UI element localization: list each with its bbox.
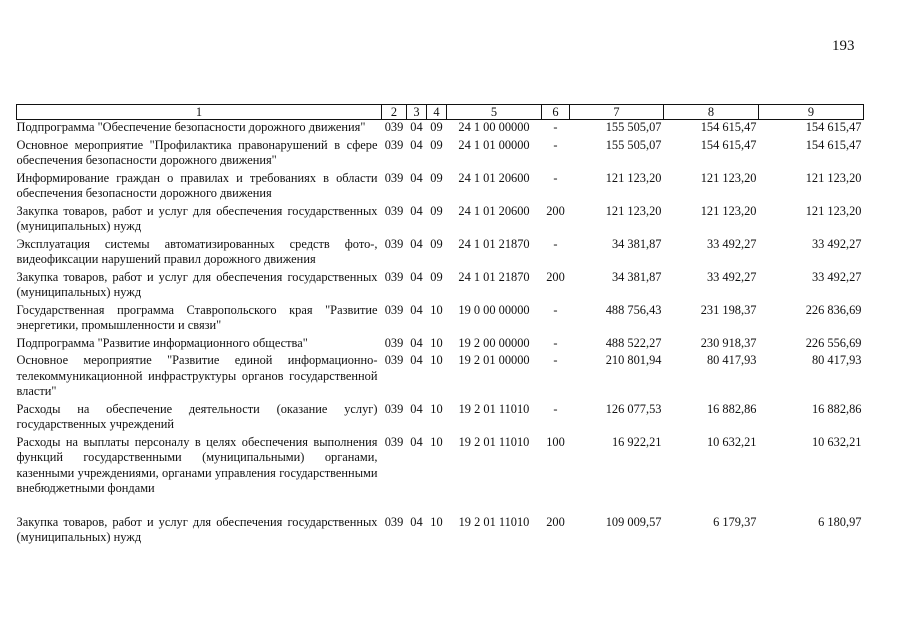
ministry-code: 039 (384, 269, 404, 284)
target-article-code: 19 2 01 11010 (458, 514, 530, 529)
expense-type-code: - (553, 335, 558, 350)
section-code: 04 (410, 335, 423, 350)
subsection-code: 09 (430, 170, 443, 185)
amount-year-3: 6 180,97 (818, 514, 862, 529)
amount-year-2: 33 492,27 (706, 236, 757, 251)
table-row (17, 171, 864, 204)
table-row (17, 402, 864, 435)
amount-year-3: 121 123,20 (805, 203, 862, 218)
section-code: 04 (410, 514, 423, 529)
ministry-code: 039 (384, 514, 404, 529)
table-row (17, 353, 864, 402)
amount-year-3: 154 615,47 (805, 120, 862, 134)
amount-year-3: 33 492,27 (811, 236, 862, 251)
row-description: Эксплуатация системы автоматизированных средств фото-, видеофиксации нарушений правил дорожного движения (16, 236, 378, 266)
target-article-code: 19 2 01 11010 (458, 401, 530, 416)
section-code: 04 (410, 401, 423, 416)
amount-year-2: 6 179,37 (713, 514, 757, 529)
target-article-code: 24 1 01 00000 (458, 137, 530, 152)
amount-year-1: 488 522,27 (605, 335, 662, 350)
ministry-code: 039 (384, 137, 404, 152)
ministry-code: 039 (384, 353, 404, 367)
amount-year-3: 121 123,20 (805, 170, 862, 185)
ministry-code: 039 (384, 236, 404, 251)
amount-year-3: 226 556,69 (805, 335, 862, 350)
row-description: Информирование граждан о правилах и требованиях в области обеспечения безопасности дорожного движения (16, 170, 378, 200)
row-description: Закупка товаров, работ и услуг для обеспечения государственных (муниципальных) нужд (16, 203, 378, 233)
header-col-2: 2 (382, 105, 407, 120)
amount-year-1: 34 381,87 (611, 269, 662, 284)
subsection-code: 10 (430, 302, 443, 317)
table-row (17, 237, 864, 270)
amount-year-2: 154 615,47 (700, 137, 757, 152)
subsection-code: 09 (430, 236, 443, 251)
amount-year-2: 121 123,20 (700, 203, 757, 218)
table-row (17, 204, 864, 237)
table-row (17, 270, 864, 303)
row-description: Расходы на выплаты персоналу в целях обеспечения выполнения функций государственными (муниципальными) органами, казенными учреждениями, органами управления государственными внебюджетными фондами (16, 434, 378, 495)
subsection-code: 10 (430, 514, 443, 529)
amount-year-2: 231 198,37 (700, 302, 757, 317)
ministry-code: 039 (384, 335, 404, 350)
target-article-code: 24 1 01 21870 (458, 236, 530, 251)
section-code: 04 (410, 434, 423, 449)
table-row (17, 336, 864, 354)
expense-type-code: - (553, 353, 558, 367)
row-description: Подпрограмма "Развитие информационного общества" (16, 335, 308, 350)
header-col-9: 9 (759, 105, 864, 120)
section-code: 04 (410, 269, 423, 284)
subsection-code: 10 (430, 335, 443, 350)
expense-type-code: 200 (546, 514, 565, 529)
expense-type-code: 200 (546, 203, 565, 218)
amount-year-3: 16 882,86 (811, 401, 862, 416)
header-col-6: 6 (542, 105, 570, 120)
table-header (17, 105, 864, 120)
amount-year-1: 121 123,20 (605, 170, 662, 185)
expense-type-code: - (553, 236, 558, 251)
amount-year-1: 155 505,07 (605, 137, 662, 152)
amount-year-1: 109 009,57 (605, 514, 662, 529)
header-col-1: 1 (17, 105, 382, 120)
amount-year-2: 230 918,37 (700, 335, 757, 350)
table-row (17, 515, 864, 548)
ministry-code: 039 (384, 120, 404, 134)
header-row (17, 105, 864, 120)
amount-year-2: 16 882,86 (706, 401, 757, 416)
ministry-code: 039 (384, 203, 404, 218)
target-article-code: 24 1 01 20600 (458, 203, 530, 218)
table-row (17, 303, 864, 336)
expense-type-code: - (553, 137, 558, 152)
subsection-code: 09 (430, 269, 443, 284)
amount-year-2: 154 615,47 (700, 120, 757, 134)
amount-year-2: 33 492,27 (706, 269, 757, 284)
amount-year-3: 33 492,27 (811, 269, 862, 284)
expense-type-code: - (553, 302, 558, 317)
amount-year-1: 155 505,07 (605, 120, 662, 134)
section-code: 04 (410, 170, 423, 185)
amount-year-2: 121 123,20 (700, 170, 757, 185)
target-article-code: 24 1 01 20600 (458, 170, 530, 185)
header-col-8: 8 (664, 105, 759, 120)
expense-type-code: 200 (546, 269, 565, 284)
section-code: 04 (410, 203, 423, 218)
section-code: 04 (410, 137, 423, 152)
table-body (17, 120, 864, 548)
amount-year-3: 80 417,93 (811, 353, 862, 367)
subsection-code: 09 (430, 137, 443, 152)
expense-type-code: 100 (546, 434, 565, 449)
table-row (17, 435, 864, 515)
subsection-code: 10 (430, 401, 443, 416)
amount-year-1: 210 801,94 (605, 353, 662, 367)
table-row (17, 138, 864, 171)
section-code: 04 (410, 353, 423, 367)
section-code: 04 (410, 302, 423, 317)
amount-year-1: 34 381,87 (611, 236, 662, 251)
section-code: 04 (410, 120, 423, 134)
row-description: Государственная программа Ставропольского края "Развитие энергетики, промышленности и связи" (16, 302, 378, 332)
row-description: Закупка товаров, работ и услуг для обеспечения государственных (муниципальных) нужд (16, 269, 378, 299)
ministry-code: 039 (384, 401, 404, 416)
table-row (17, 120, 864, 138)
ministry-code: 039 (384, 170, 404, 185)
page-number: 193 (832, 38, 855, 54)
row-description: Основное мероприятие "Профилактика правонарушений в сфере обеспечения безопасности дорожного движения" (16, 137, 378, 167)
target-article-code: 19 0 00 00000 (458, 302, 530, 317)
header-col-4: 4 (427, 105, 447, 120)
amount-year-2: 80 417,93 (706, 353, 757, 367)
ministry-code: 039 (384, 434, 404, 449)
target-article-code: 24 1 00 00000 (458, 120, 530, 134)
amount-year-3: 10 632,21 (811, 434, 862, 449)
row-description: Основное мероприятие "Развитие единой информационно-телекоммуникационной инфраструктуры органов государственной власти" (16, 353, 378, 398)
header-col-3: 3 (407, 105, 427, 120)
section-code: 04 (410, 236, 423, 251)
subsection-code: 09 (430, 203, 443, 218)
header-col-5: 5 (447, 105, 542, 120)
amount-year-1: 126 077,53 (605, 401, 662, 416)
target-article-code: 24 1 01 21870 (458, 269, 530, 284)
row-description: Закупка товаров, работ и услуг для обеспечения государственных (муниципальных) нужд (16, 514, 378, 544)
row-description: Подпрограмма "Обеспечение безопасности дорожного движения" (16, 120, 366, 134)
budget-table (16, 104, 864, 548)
amount-year-1: 488 756,43 (605, 302, 662, 317)
subsection-code: 10 (430, 353, 443, 367)
expense-type-code: - (553, 401, 558, 416)
subsection-code: 10 (430, 434, 443, 449)
amount-year-1: 121 123,20 (605, 203, 662, 218)
amount-year-2: 10 632,21 (706, 434, 757, 449)
subsection-code: 09 (430, 120, 443, 134)
target-article-code: 19 2 01 11010 (458, 434, 530, 449)
target-article-code: 19 2 01 00000 (458, 353, 530, 367)
target-article-code: 19 2 00 00000 (458, 335, 530, 350)
expense-type-code: - (553, 120, 558, 134)
row-description: Расходы на обеспечение деятельности (оказание услуг) государственных учреждений (16, 401, 378, 431)
amount-year-1: 16 922,21 (611, 434, 662, 449)
amount-year-3: 226 836,69 (805, 302, 862, 317)
amount-year-3: 154 615,47 (805, 137, 862, 152)
header-col-7: 7 (570, 105, 664, 120)
ministry-code: 039 (384, 302, 404, 317)
expense-type-code: - (553, 170, 558, 185)
